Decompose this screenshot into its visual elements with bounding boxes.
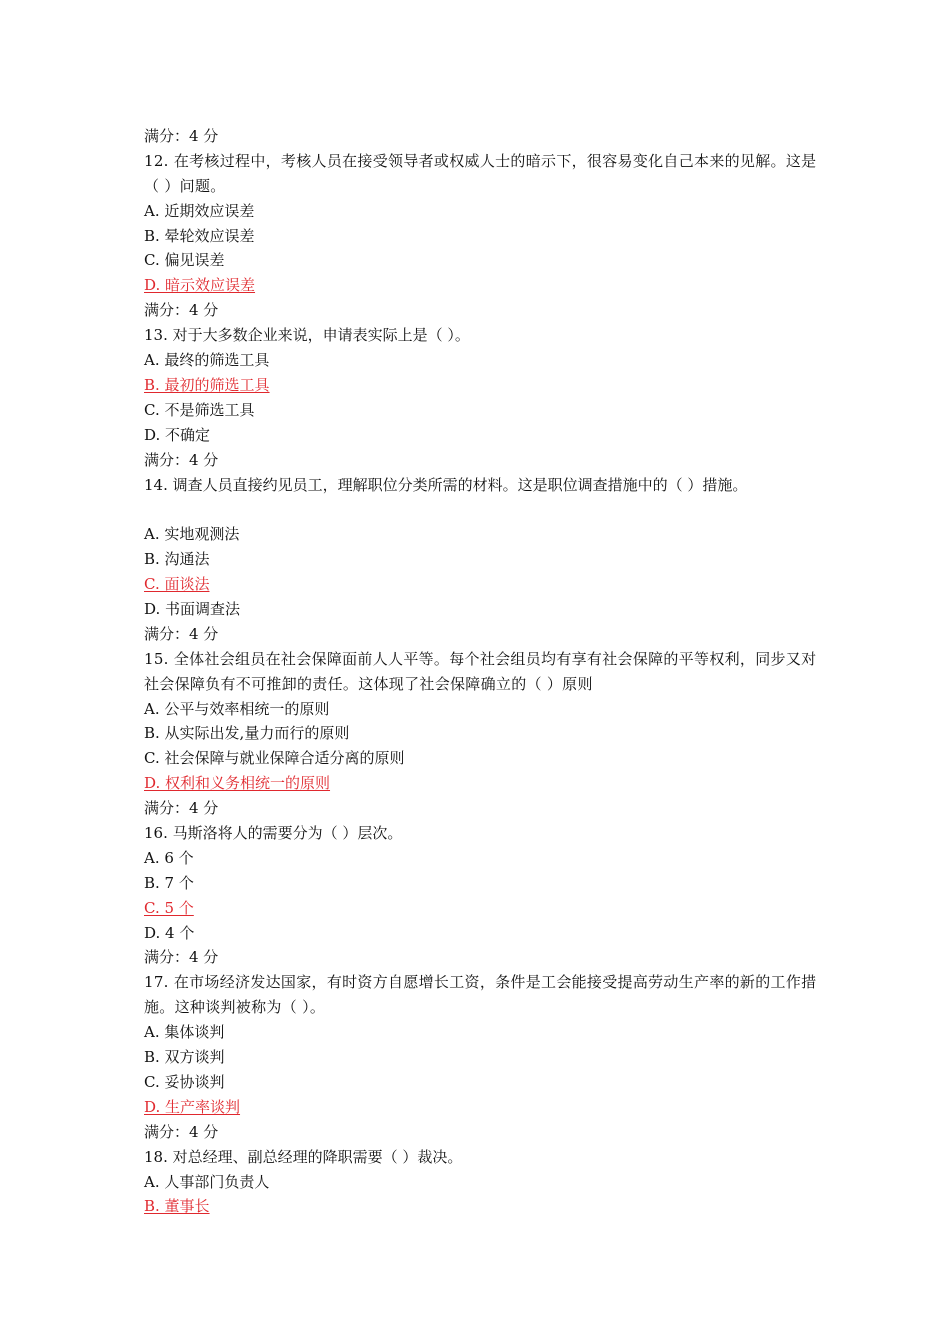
score-line: 满分：4 分 (144, 1122, 219, 1141)
option-b: B. 沟通法 (144, 550, 210, 569)
score-line: 满分：4 分 (144, 624, 219, 643)
option-c-correct-answer: C. 面谈法 (144, 575, 210, 594)
option-a: A. 最终的筛选工具 (144, 351, 270, 370)
option-c-correct-answer: C. 5 个 (144, 898, 194, 917)
question-stem: 13. 对于大多数企业来说，申请表实际上是（ ）。 (144, 326, 470, 345)
option-d: D. 不确定 (144, 425, 211, 444)
option-a: A. 人事部门负责人 (144, 1172, 270, 1191)
score-line: 满分：4 分 (144, 948, 219, 967)
question-stem: 16. 马斯洛将人的需要分为（ ）层次。 (144, 824, 403, 842)
question-stem: 15. 全体社会组员在社会保障面前人人平等。每个社会组员均有享有社会保障的平等权利，同步又对社会保障负有不可推卸的责任。这体现了社会保障确立的（ ）原则 (144, 649, 817, 693)
question-stem: 18. 对总经理、副总经理的降职需要（ ）裁决。 (144, 1147, 463, 1166)
option-a: A. 近期效应误差 (144, 201, 255, 220)
score-line: 满分：4 分 (144, 799, 219, 818)
question-stem: 14. 调查人员直接约见员工，理解职位分类所需的材料。这是职位调查措施中的（ ）措施。 (144, 475, 748, 494)
option-d: D. 4 个 (144, 923, 195, 942)
option-d-correct-answer: D. 生产率谈判 (144, 1097, 241, 1116)
option-d-correct-answer: D. 权利和义务相统一的原则 (144, 774, 331, 793)
option-b: B. 双方谈判 (144, 1048, 225, 1067)
option-a: A. 实地观测法 (144, 525, 240, 544)
option-d: D. 书面调查法 (144, 599, 241, 618)
option-a: A. 集体谈判 (144, 1023, 225, 1042)
blank-line (144, 497, 824, 522)
score-line: 满分：4 分 (144, 301, 219, 320)
option-c: C. 不是筛选工具 (144, 400, 255, 419)
option-c: C. 社会保障与就业保障合适分离的原则 (144, 749, 405, 768)
score-line: 满分：4 分 (144, 450, 219, 469)
option-b: B. 7 个 (144, 873, 194, 892)
score-line: 满分：4 分 (144, 127, 219, 145)
option-a: A. 公平与效率相统一的原则 (144, 699, 330, 718)
question-stem: 12. 在考核过程中，考核人员在接受领导者或权威人士的暗示下，很容易变化自己本来的见解。这是（ ）问题。 (144, 151, 817, 195)
option-d-correct-answer: D. 暗示效应误差 (144, 276, 256, 295)
option-b-correct-answer: B. 董事长 (144, 1197, 210, 1216)
document-page (144, 124, 824, 1219)
option-b-correct-answer: B. 最初的筛选工具 (144, 375, 270, 394)
option-b: B. 从实际出发,量力而行的原则 (144, 724, 350, 743)
option-a: A. 6 个 (144, 848, 194, 867)
option-b: B. 晕轮效应误差 (144, 226, 255, 245)
option-c: C. 妥协谈判 (144, 1072, 225, 1091)
question-stem: 17. 在市场经济发达国家，有时资方自愿增长工资，条件是工会能接受提高劳动生产率的新的工作措施。这种谈判被称为（ ）。 (144, 973, 817, 1017)
option-c: C. 偏见误差 (144, 251, 225, 270)
